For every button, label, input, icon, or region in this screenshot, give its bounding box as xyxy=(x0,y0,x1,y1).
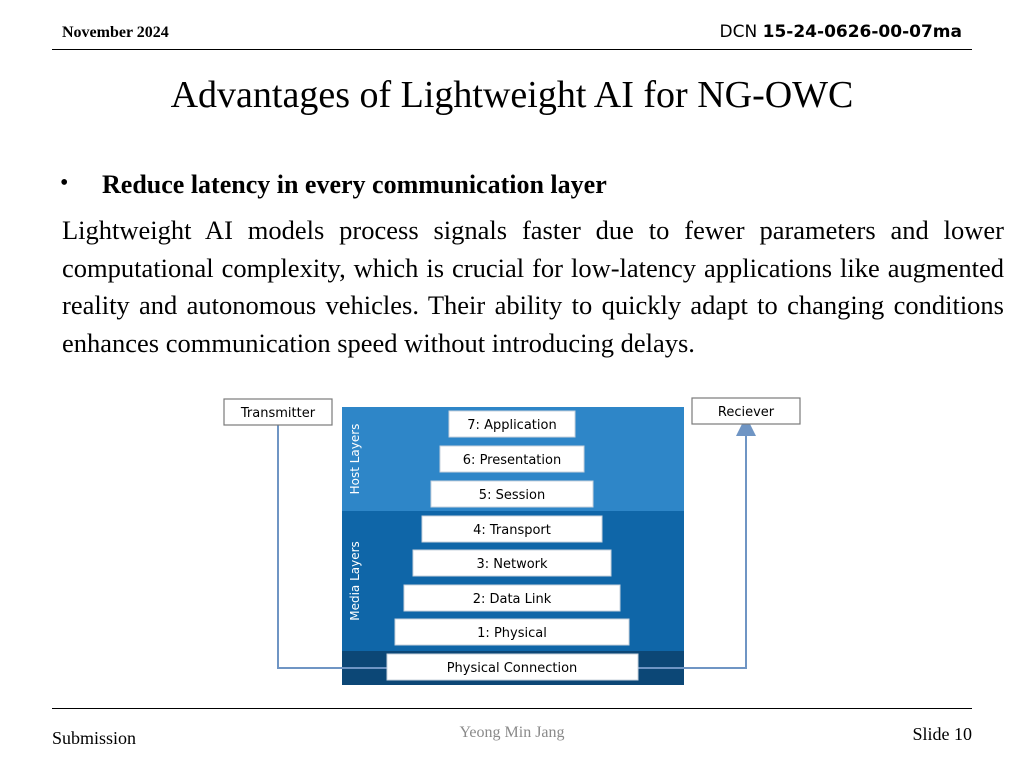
host-layers-label: Host Layers xyxy=(348,423,362,495)
slide-title: Advantages of Lightweight AI for NG-OWC xyxy=(170,74,854,116)
receiver-label: Reciever xyxy=(717,405,775,420)
dcn-prefix: DCN xyxy=(719,22,763,42)
layer-label-data-link: 2: Data Link xyxy=(472,592,552,607)
body-paragraph: Lightweight AI models process signals faster due to fewer parameters and lower computational complexity, which is crucial for low-latency applications like augmented reality and autonomous vehicles. Their ability to quickly adapt to changing conditions enhances communication speed without introducing delays. xyxy=(62,215,1004,358)
header-rule xyxy=(52,49,972,50)
bullet-heading: Reduce latency in every communication layer xyxy=(102,170,607,199)
layer-label-network: 3: Network xyxy=(476,557,548,572)
layer-label-session: 5: Session xyxy=(478,488,546,503)
footer-rule xyxy=(52,708,972,709)
layer-label-presentation: 6: Presentation xyxy=(462,453,562,468)
layer-label-transport: 4: Transport xyxy=(473,523,551,538)
osi-layer-diagram xyxy=(222,396,802,688)
footer-submission: Submission xyxy=(52,728,137,748)
media-layers-label: Media Layers xyxy=(348,541,362,621)
dcn-number: 15-24-0626-00-07ma xyxy=(762,22,962,42)
footer-author: Yeong Min Jang xyxy=(459,724,565,741)
layer-label-application: 7: Application xyxy=(467,418,557,433)
footer-slide-number: Slide 10 xyxy=(912,724,972,744)
header-date: November 2024 xyxy=(62,24,169,41)
transmitter-label: Transmitter xyxy=(240,406,316,421)
layer-label-physical: 1: Physical xyxy=(477,626,547,641)
header-dcn xyxy=(720,22,962,42)
physical-connection-label: Physical Connection xyxy=(446,661,578,676)
bullet-symbol: • xyxy=(60,170,69,196)
